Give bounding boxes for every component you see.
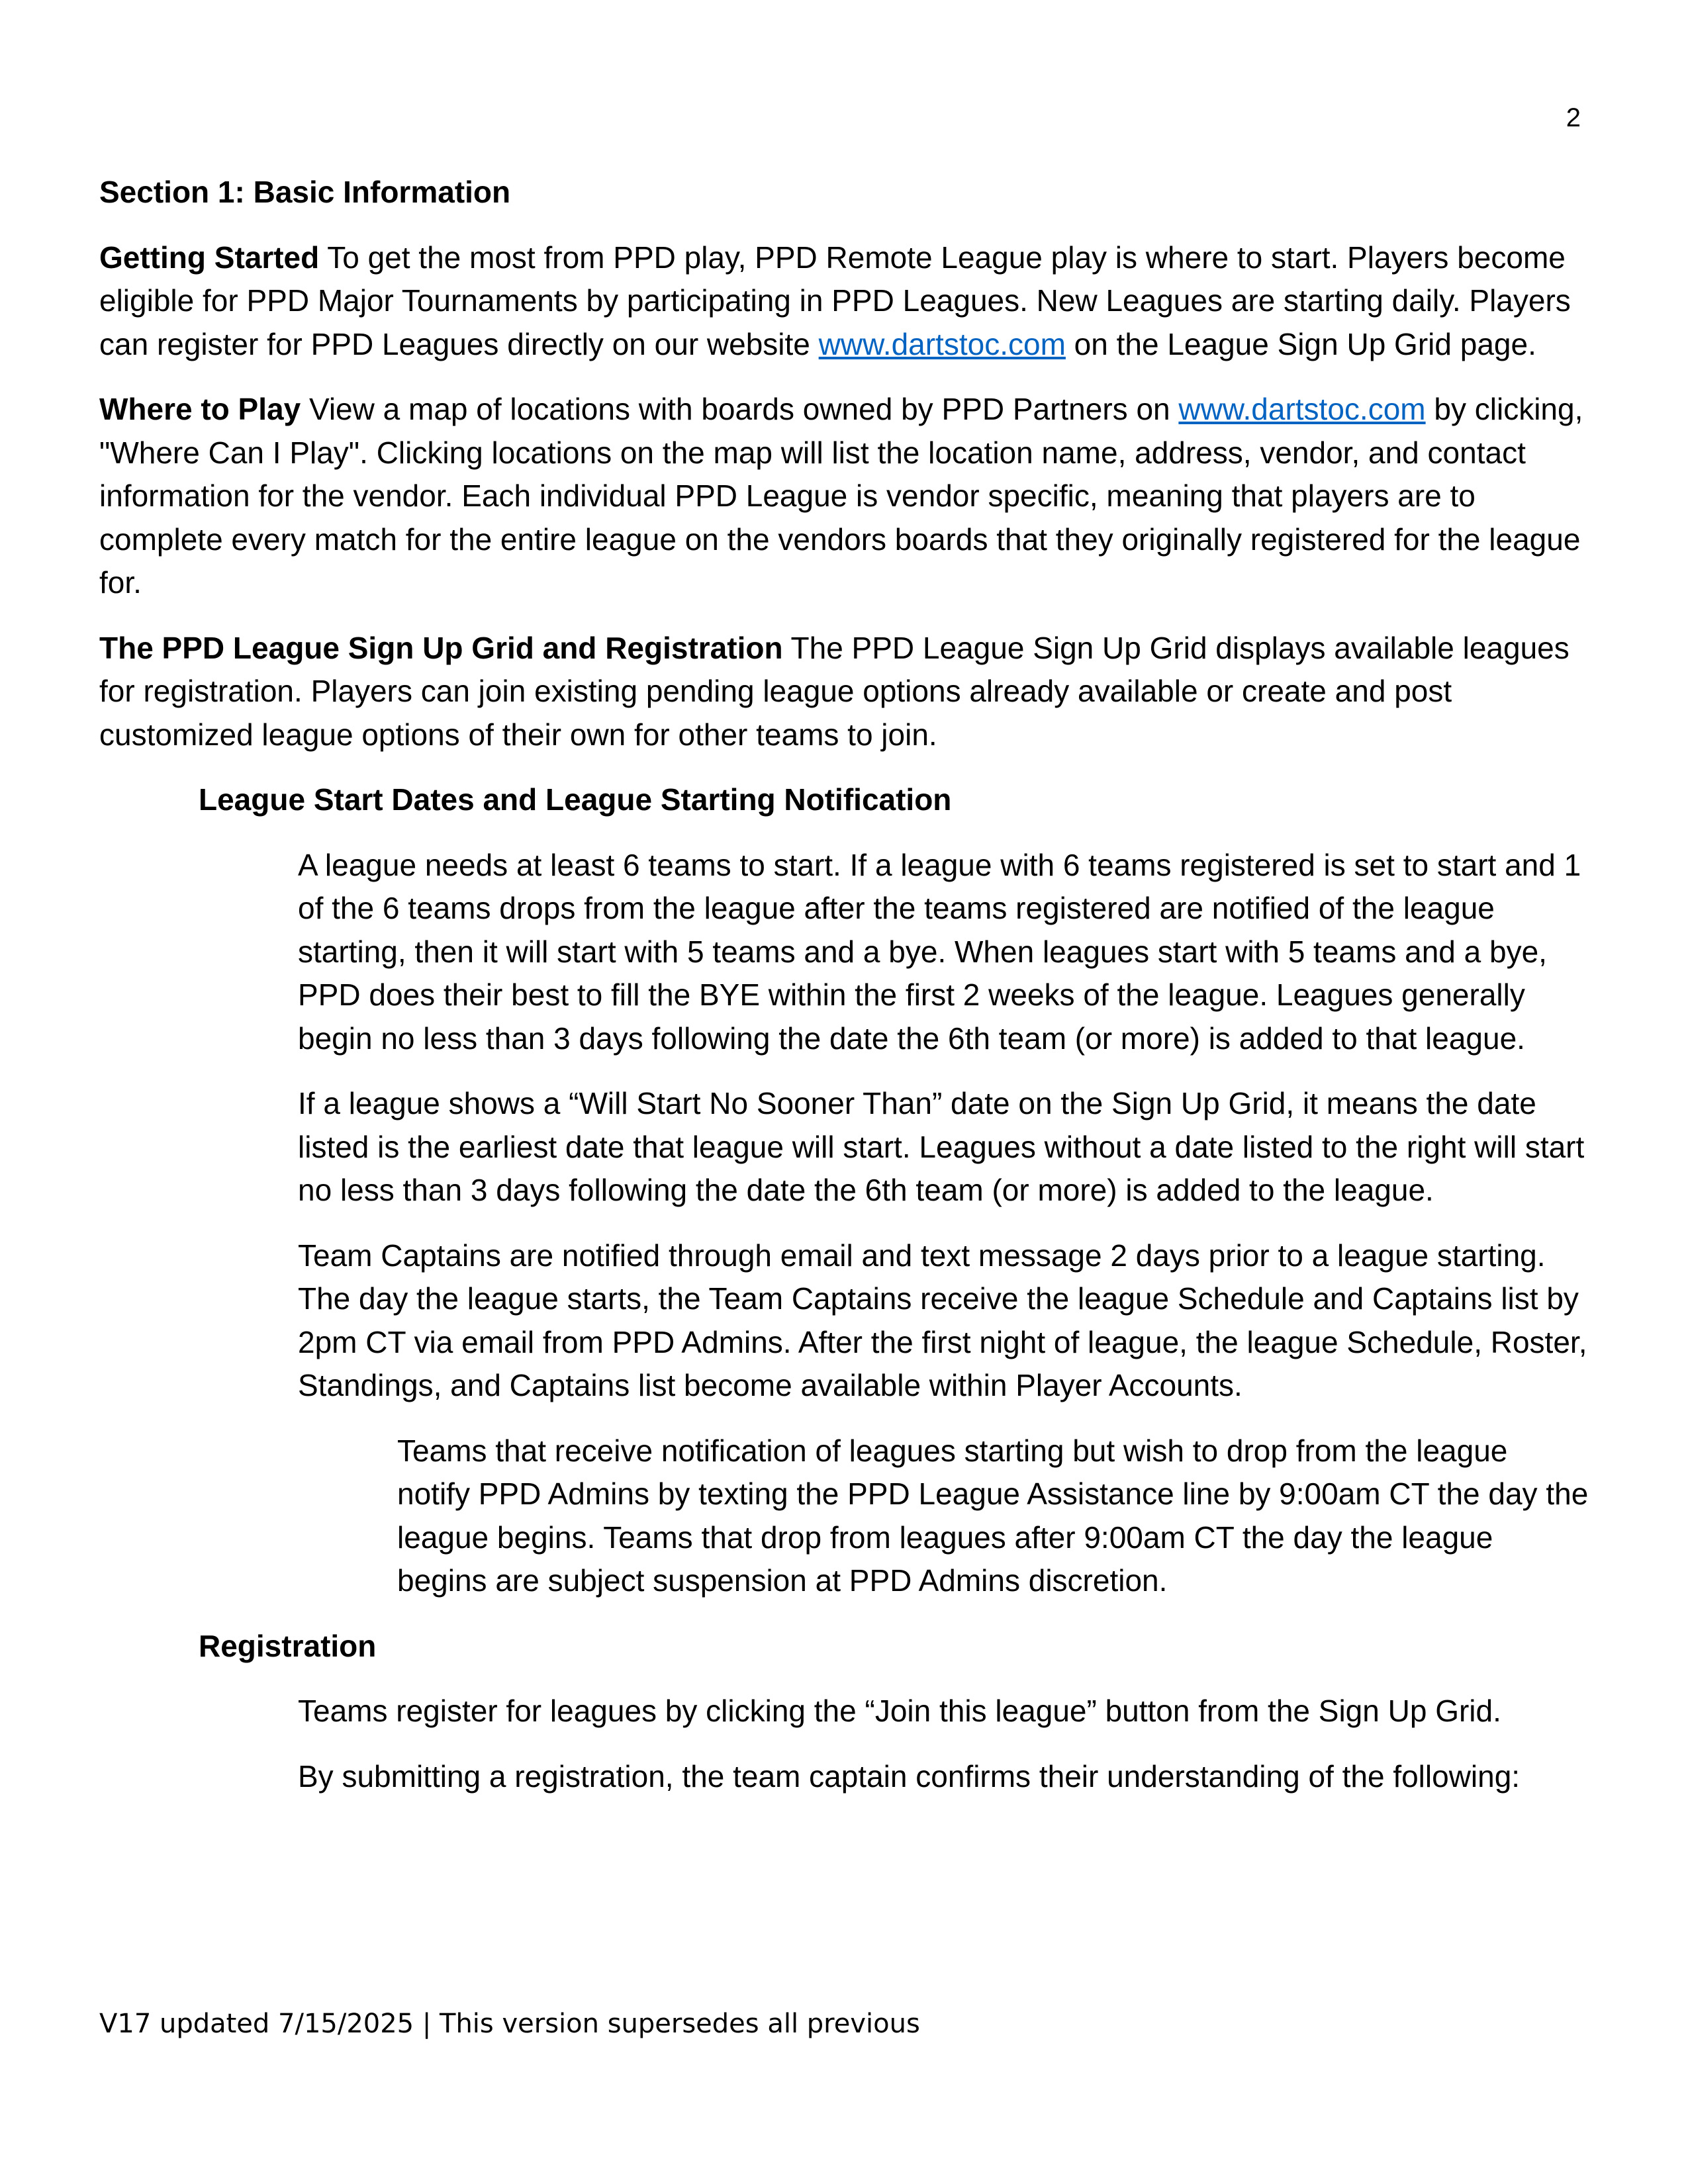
dartstoc-link[interactable]: www.dartstoc.com <box>818 326 1066 361</box>
document-body <box>99 171 1589 1820</box>
sign-up-grid-text: The PPD League Sign Up Grid displays available leagues for registration. Players can join existing pending league options already available or create and post customized league options of their own for other teams to join. <box>99 630 1570 752</box>
registration-heading: Registration <box>199 1628 377 1663</box>
start-dates-heading: League Start Dates and League Starting Notification <box>199 782 952 817</box>
start-dates-paragraph-3: Team Captains are notified through email and text message 2 days prior to a league starting. The day the league starts, the Team Captains receive the league Schedule and Captains list by 2pm CT via email from PPD Admins. After the first night of league, the league Schedule, Roster, Standings, and Captains list become available within Player Accounts. <box>298 1238 1587 1402</box>
section-title: Section 1: Basic Information <box>99 175 511 209</box>
where-to-play-paragraph <box>99 388 1589 605</box>
registration-paragraph-1: Teams register for leagues by clicking the “Join this league” button from the Sign Up Grid. <box>298 1694 1501 1728</box>
where-to-play-text: View a map of locations with boards owned by PPD Partners on <box>301 392 1179 426</box>
registration-paragraph-2: By submitting a registration, the team captain confirms their understanding of the following: <box>298 1758 1521 1794</box>
where-to-play-heading: Where to Play <box>99 392 301 426</box>
getting-started-heading: Getting Started <box>99 240 320 275</box>
footer: V17 updated 7/15/2025 | This version supersedes all previous <box>99 2009 920 2039</box>
sign-up-grid-paragraph <box>99 627 1589 757</box>
getting-started-paragraph <box>99 236 1589 367</box>
where-to-play-text-end: by clicking, "Where Can I Play". Clicking locations on the map will list the location name, address, vendor, and contact information for the vendor. Each individual PPD League is vendor specific, meaning that players are to complete every match for the entire league on the vendors boards that they originally registered for the league for. <box>99 392 1583 600</box>
start-dates-paragraph-2: If a league shows a “Will Start No Sooner Than” date on the Sign Up Grid, it means the date listed is the earliest date that league will start. Leagues without a date listed to the right will start no less than 3 days following the date the 6th team (or more) is added to the league. <box>298 1086 1585 1207</box>
dartstoc-link[interactable]: www.dartstoc.com <box>1178 392 1426 426</box>
getting-started-text: To get the most from PPD play, PPD Remote League play is where to start. Players become eligible for PPD Major Tournaments by participating in PPD Leagues. New Leagues are starting daily. Players can register for PPD Leagues directly on our website <box>99 240 1571 361</box>
start-dates-paragraph-1: A league needs at least 6 teams to start. If a league with 6 teams registered is set to start and 1 of the 6 teams drops from the league after the teams registered are notified of the league starting, then it will start with 5 teams and a bye. When leagues start with 5 teams and a bye, PPD does their best to fill the BYE within the first 2 weeks of the league. Leagues generally begin no less than 3 days following the date the 6th team (or more) is added to that league. <box>298 847 1581 1056</box>
getting-started-text-end: on the League Sign Up Grid page. <box>1065 326 1536 361</box>
page-number: 2 <box>1566 103 1581 132</box>
start-dates-paragraph-4: Teams that receive notification of leagues starting but wish to drop from the league notify PPD Admins by texting the PPD League Assistance line by 9:00am CT the day the league begins. Teams that drop from leagues after 9:00am CT the day the league begins are subject suspension at PPD Admins discretion. <box>397 1433 1589 1598</box>
sign-up-grid-heading: The PPD League Sign Up Grid and Registration <box>99 630 783 665</box>
